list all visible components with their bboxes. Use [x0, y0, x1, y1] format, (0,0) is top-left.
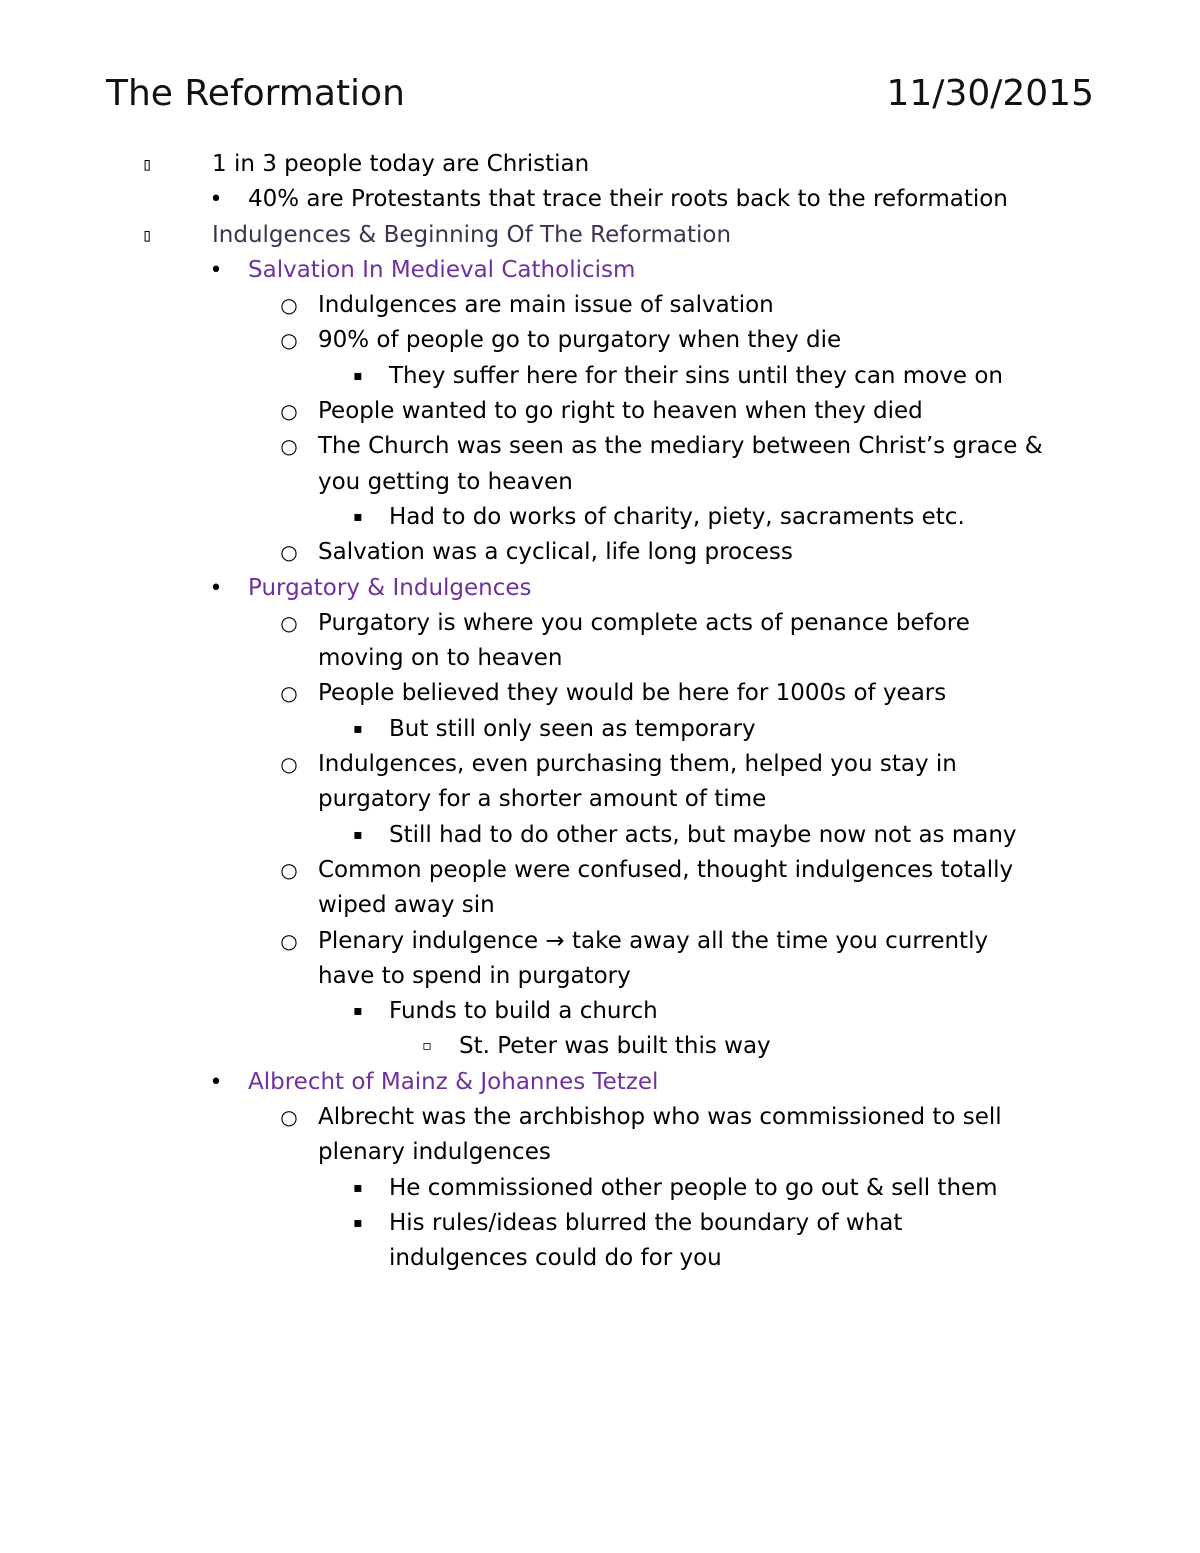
- outline-item-text: Plenary indulgence → take away all the time you currently have to spend in purgatory: [318, 927, 989, 989]
- bullet-icon: ▪: [353, 1179, 363, 1196]
- bullet-icon: ▫: [422, 1038, 432, 1055]
- outline-item: [0, 853, 1200, 924]
- bullet-icon: •: [209, 575, 223, 601]
- outline-item: [0, 253, 1200, 288]
- outline-item-text: Albrecht was the archbishop who was commissioned to sell plenary indulgences: [318, 1104, 1002, 1166]
- bullet-icon: ○: [280, 293, 298, 318]
- outline-item: [0, 500, 1200, 535]
- bullet-icon: ▪: [353, 1214, 363, 1231]
- page-title: The Reformation: [106, 73, 405, 114]
- bullet-icon: ▯: [141, 224, 153, 246]
- bullet-icon: ▪: [353, 826, 363, 843]
- outline-item: [0, 182, 1200, 217]
- outline-item: [0, 818, 1200, 853]
- notes-outline: [0, 147, 1200, 1277]
- outline-item-text: Had to do works of charity, piety, sacraments etc.: [389, 503, 965, 530]
- outline-item-text: Still had to do other acts, but maybe now not as many: [389, 821, 1017, 848]
- outline-item-text: People wanted to go right to heaven when they died: [318, 398, 923, 425]
- outline-item-text: He commissioned other people to go out & sell them: [389, 1174, 998, 1201]
- outline-item-text: Salvation was a cyclical, life long process: [318, 539, 793, 566]
- outline-item-text: St. Peter was built this way: [459, 1033, 771, 1060]
- bullet-icon: ○: [280, 399, 298, 424]
- outline-heading-text: Salvation In Medieval Catholicism: [248, 256, 636, 283]
- outline-item-text: Indulgences, even purchasing them, helped you stay in purgatory for a shorter amount of time: [318, 751, 957, 813]
- page-date: 11/30/2015: [886, 73, 1094, 114]
- outline-item-text: Common people were confused, thought indulgences totally wiped away sin: [318, 856, 1014, 919]
- outline-item-text: People believed they would be here for 1000s of years: [318, 680, 947, 707]
- outline-item-text: His rules/ideas blurred the boundary of what indulgences could do for you: [389, 1209, 903, 1272]
- outline-item-text: Indulgences are main issue of salvation: [318, 292, 774, 319]
- outline-item: [0, 1029, 1200, 1064]
- bullet-icon: ▪: [353, 367, 363, 384]
- bullet-icon: ○: [280, 928, 298, 953]
- bullet-icon: ▪: [353, 720, 363, 737]
- outline-item: [0, 1171, 1200, 1206]
- outline-item: [0, 147, 1200, 182]
- bullet-icon: ○: [280, 328, 298, 353]
- outline-item-text: But still only seen as temporary: [389, 715, 756, 742]
- outline-item: [0, 359, 1200, 394]
- bullet-icon: •: [209, 1069, 223, 1095]
- outline-item: [0, 323, 1200, 358]
- bullet-icon: ○: [280, 434, 298, 459]
- bullet-icon: ▪: [353, 508, 363, 525]
- bullet-icon: ○: [280, 681, 298, 706]
- bullet-icon: ▯: [141, 154, 153, 175]
- outline-item: [0, 571, 1200, 606]
- outline-heading-text: Purgatory & Indulgences: [248, 574, 532, 601]
- outline-item: [0, 676, 1200, 711]
- outline-item-text: 1 in 3 people today are Christian: [212, 151, 590, 177]
- outline-item-text: The Church was seen as the mediary between Christ’s grace & you getting to heaven: [318, 433, 1043, 495]
- bullet-icon: •: [209, 257, 223, 283]
- bullet-icon: ○: [280, 610, 298, 635]
- bullet-icon: ○: [280, 540, 298, 565]
- outline-heading-text: Albrecht of Mainz & Johannes Tetzel: [248, 1068, 659, 1095]
- outline-item-text: Purgatory is where you complete acts of penance before moving on to heaven: [318, 609, 970, 672]
- bullet-icon: ▪: [353, 1003, 363, 1020]
- page-header: [106, 66, 1094, 122]
- outline-item: [0, 1206, 1200, 1277]
- outline-heading-text: Indulgences & Beginning Of The Reformation: [212, 221, 732, 248]
- outline-item: [0, 218, 1200, 253]
- bullet-icon: •: [209, 187, 223, 213]
- outline-item: [0, 924, 1200, 995]
- outline-item: [0, 712, 1200, 747]
- outline-item: [0, 994, 1200, 1029]
- bullet-icon: ○: [280, 857, 298, 882]
- bullet-icon: ○: [280, 1105, 298, 1130]
- outline-item-text: 40% are Protestants that trace their roots back to the reformation: [248, 186, 1008, 213]
- outline-item: [0, 1065, 1200, 1100]
- outline-item: [0, 429, 1200, 500]
- outline-item: [0, 747, 1200, 818]
- outline-item: [0, 1100, 1200, 1171]
- outline-item-text: They suffer here for their sins until they can move on: [389, 362, 1004, 389]
- outline-item: [0, 288, 1200, 323]
- outline-item: [0, 535, 1200, 570]
- outline-item: [0, 606, 1200, 677]
- outline-item-text: 90% of people go to purgatory when they die: [318, 327, 842, 354]
- bullet-icon: ○: [280, 752, 298, 777]
- outline-item: [0, 394, 1200, 429]
- outline-item-text: Funds to build a church: [389, 998, 658, 1025]
